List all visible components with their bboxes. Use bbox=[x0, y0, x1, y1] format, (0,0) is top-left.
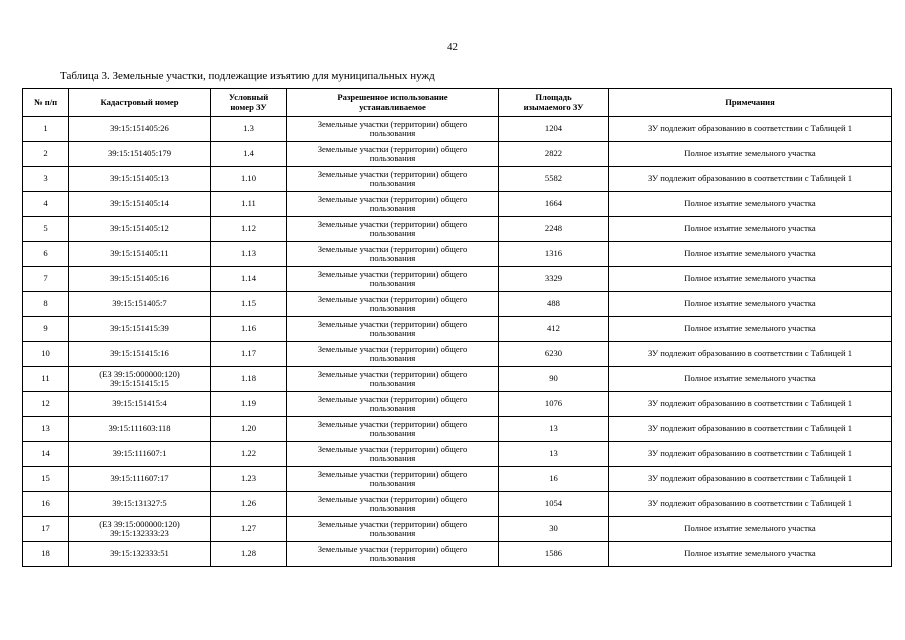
cadastral-number-cell bbox=[69, 117, 211, 142]
cadastral-number-line1: 39:15:151405:7 bbox=[112, 298, 167, 309]
note-cell: ЗУ подлежит образованию в соответствии с Таблицей 1 bbox=[609, 392, 892, 417]
permitted-use-line2: пользования bbox=[369, 553, 416, 563]
conditional-number-cell: 1.4 bbox=[211, 142, 287, 167]
row-number-cell: 3 bbox=[23, 167, 69, 192]
area-cell: 1316 bbox=[499, 242, 609, 267]
permitted-use-cell bbox=[287, 367, 499, 392]
note-cell: Полное изъятие земельного участка bbox=[609, 542, 892, 567]
cadastral-number-line1: 39:15:151405:12 bbox=[110, 223, 169, 234]
cadastral-number-cell bbox=[69, 442, 211, 467]
permitted-use-line2: пользования bbox=[369, 328, 416, 338]
note-cell: Полное изъятие земельного участка bbox=[609, 317, 892, 342]
note-cell: ЗУ подлежит образованию в соответствии с Таблицей 1 bbox=[609, 117, 892, 142]
area-cell: 412 bbox=[499, 317, 609, 342]
permitted-use-line1: Земельные участки (территории) общего bbox=[317, 243, 468, 254]
note-cell: Полное изъятие земельного участка bbox=[609, 267, 892, 292]
permitted-use-cell bbox=[287, 217, 499, 242]
area-cell: 90 bbox=[499, 367, 609, 392]
header-area bbox=[499, 89, 609, 117]
cadastral-number-cell bbox=[69, 467, 211, 492]
permitted-use-line1: Земельные участки (территории) общего bbox=[317, 118, 468, 129]
table-row bbox=[23, 342, 892, 367]
header-use-line2: устанавливаемое bbox=[359, 101, 426, 112]
header-permitted-use bbox=[287, 89, 499, 117]
table-row bbox=[23, 242, 892, 267]
area-cell: 6230 bbox=[499, 342, 609, 367]
permitted-use-cell bbox=[287, 392, 499, 417]
cadastral-number-cell bbox=[69, 292, 211, 317]
row-number-cell: 13 bbox=[23, 417, 69, 442]
conditional-number-cell: 1.17 bbox=[211, 342, 287, 367]
permitted-use-line2: пользования bbox=[369, 453, 416, 463]
cadastral-number-cell bbox=[69, 217, 211, 242]
conditional-number-cell: 1.20 bbox=[211, 417, 287, 442]
permitted-use-cell bbox=[287, 417, 499, 442]
area-cell: 30 bbox=[499, 517, 609, 542]
permitted-use-line1: Земельные участки (территории) общего bbox=[317, 418, 468, 429]
area-cell: 13 bbox=[499, 417, 609, 442]
permitted-use-cell bbox=[287, 517, 499, 542]
conditional-number-cell: 1.27 bbox=[211, 517, 287, 542]
table-body bbox=[23, 117, 892, 567]
permitted-use-cell bbox=[287, 242, 499, 267]
permitted-use-cell bbox=[287, 192, 499, 217]
cadastral-number-cell bbox=[69, 192, 211, 217]
permitted-use-line2: пользования bbox=[369, 428, 416, 438]
cadastral-number-line1: 39:15:151405:13 bbox=[110, 173, 169, 184]
permitted-use-cell bbox=[287, 317, 499, 342]
note-cell: ЗУ подлежит образованию в соответствии с Таблицей 1 bbox=[609, 442, 892, 467]
table-row bbox=[23, 192, 892, 217]
header-number: № п/п bbox=[23, 89, 69, 117]
table-row bbox=[23, 142, 892, 167]
note-cell: Полное изъятие земельного участка bbox=[609, 217, 892, 242]
row-number-cell: 2 bbox=[23, 142, 69, 167]
row-number-cell: 14 bbox=[23, 442, 69, 467]
permitted-use-line1: Земельные участки (территории) общего bbox=[317, 493, 468, 504]
table-row bbox=[23, 442, 892, 467]
table-header-row bbox=[23, 89, 892, 117]
note-cell: ЗУ подлежит образованию в соответствии с Таблицей 1 bbox=[609, 342, 892, 367]
permitted-use-cell bbox=[287, 542, 499, 567]
cadastral-number-line1: 39:15:151405:26 bbox=[110, 123, 169, 134]
permitted-use-line2: пользования bbox=[369, 503, 416, 513]
note-cell: ЗУ подлежит образованию в соответствии с Таблицей 1 bbox=[609, 467, 892, 492]
note-cell: ЗУ подлежит образованию в соответствии с Таблицей 1 bbox=[609, 492, 892, 517]
row-number-cell: 8 bbox=[23, 292, 69, 317]
table-row bbox=[23, 417, 892, 442]
permitted-use-cell bbox=[287, 467, 499, 492]
note-cell: Полное изъятие земельного участка bbox=[609, 517, 892, 542]
cadastral-number-cell bbox=[69, 142, 211, 167]
permitted-use-line1: Земельные участки (территории) общего bbox=[317, 168, 468, 179]
cadastral-number-line1: 39:15:151415:39 bbox=[110, 323, 169, 334]
table-row bbox=[23, 117, 892, 142]
area-cell: 1664 bbox=[499, 192, 609, 217]
row-number-cell: 11 bbox=[23, 367, 69, 392]
row-number-cell: 18 bbox=[23, 542, 69, 567]
table-row bbox=[23, 292, 892, 317]
table-caption: Таблица 3. Земельные участки, подлежащие изъятию для муниципальных нужд bbox=[60, 70, 435, 82]
permitted-use-line1: Земельные участки (территории) общего bbox=[317, 443, 468, 454]
permitted-use-line1: Земельные участки (территории) общего bbox=[317, 393, 468, 404]
permitted-use-line2: пользования bbox=[369, 403, 416, 413]
table-row bbox=[23, 542, 892, 567]
page-number: 42 bbox=[447, 41, 458, 53]
conditional-number-cell: 1.3 bbox=[211, 117, 287, 142]
table-row bbox=[23, 517, 892, 542]
permitted-use-line1: Земельные участки (территории) общего bbox=[317, 143, 468, 154]
table-row bbox=[23, 317, 892, 342]
permitted-use-line2: пользования bbox=[369, 128, 416, 138]
conditional-number-cell: 1.22 bbox=[211, 442, 287, 467]
permitted-use-line1: Земельные участки (территории) общего bbox=[317, 318, 468, 329]
permitted-use-line1: Земельные участки (территории) общего bbox=[317, 543, 468, 554]
cadastral-number-cell bbox=[69, 367, 211, 392]
permitted-use-cell bbox=[287, 142, 499, 167]
area-cell: 1076 bbox=[499, 392, 609, 417]
permitted-use-line2: пользования bbox=[369, 378, 416, 388]
cadastral-number-line1: 39:15:111603:118 bbox=[108, 423, 171, 434]
table-row bbox=[23, 367, 892, 392]
area-cell: 16 bbox=[499, 467, 609, 492]
cadastral-number-line1: 39:15:151405:179 bbox=[107, 148, 172, 159]
header-area-line2: изымаемого ЗУ bbox=[523, 101, 584, 112]
row-number-cell: 7 bbox=[23, 267, 69, 292]
note-cell: Полное изъятие земельного участка bbox=[609, 242, 892, 267]
conditional-number-cell: 1.13 bbox=[211, 242, 287, 267]
header-conditional-line1: Условный bbox=[228, 92, 269, 102]
permitted-use-cell bbox=[287, 292, 499, 317]
row-number-cell: 6 bbox=[23, 242, 69, 267]
table-row bbox=[23, 392, 892, 417]
row-number-cell: 16 bbox=[23, 492, 69, 517]
cadastral-number-line2: 39:15:151415:15 bbox=[110, 378, 169, 388]
conditional-number-cell: 1.18 bbox=[211, 367, 287, 392]
row-number-cell: 5 bbox=[23, 217, 69, 242]
note-cell: ЗУ подлежит образованию в соответствии с Таблицей 1 bbox=[609, 167, 892, 192]
header-notes: Примечания bbox=[609, 89, 892, 117]
header-use-line1: Разрешенное использование bbox=[337, 92, 448, 102]
cadastral-number-line1: 39:15:151415:16 bbox=[110, 348, 169, 359]
area-cell: 1204 bbox=[499, 117, 609, 142]
permitted-use-line2: пользования bbox=[369, 178, 416, 188]
permitted-use-line1: Земельные участки (территории) общего bbox=[317, 468, 468, 479]
permitted-use-line1: Земельные участки (территории) общего bbox=[317, 218, 468, 229]
permitted-use-line2: пользования bbox=[369, 228, 416, 238]
row-number-cell: 9 bbox=[23, 317, 69, 342]
note-cell: Полное изъятие земельного участка bbox=[609, 367, 892, 392]
permitted-use-cell bbox=[287, 267, 499, 292]
cadastral-number-line1: 39:15:111607:17 bbox=[110, 473, 169, 484]
permitted-use-line2: пользования bbox=[369, 353, 416, 363]
cadastral-number-line1: 39:15:111607:1 bbox=[112, 448, 167, 459]
header-conditional-line2: номер ЗУ bbox=[230, 101, 267, 112]
cadastral-number-line1: (ЕЗ 39:15:000000:120) bbox=[99, 518, 180, 529]
header-cadastral-number: Кадастровый номер bbox=[69, 89, 211, 117]
cadastral-number-cell bbox=[69, 492, 211, 517]
permitted-use-line1: Земельные участки (территории) общего bbox=[317, 293, 468, 304]
cadastral-number-cell bbox=[69, 392, 211, 417]
table-row bbox=[23, 467, 892, 492]
conditional-number-cell: 1.12 bbox=[211, 217, 287, 242]
cadastral-number-cell bbox=[69, 517, 211, 542]
row-number-cell: 10 bbox=[23, 342, 69, 367]
area-cell: 1054 bbox=[499, 492, 609, 517]
cadastral-number-line1: 39:15:151405:14 bbox=[110, 198, 169, 209]
table-row bbox=[23, 217, 892, 242]
table-row bbox=[23, 267, 892, 292]
conditional-number-cell: 1.11 bbox=[211, 192, 287, 217]
cadastral-number-cell bbox=[69, 317, 211, 342]
permitted-use-cell bbox=[287, 492, 499, 517]
cadastral-number-line1: 39:15:132333:51 bbox=[110, 548, 169, 559]
permitted-use-line2: пользования bbox=[369, 528, 416, 538]
permitted-use-line2: пользования bbox=[369, 253, 416, 263]
area-cell: 1586 bbox=[499, 542, 609, 567]
permitted-use-cell bbox=[287, 117, 499, 142]
permitted-use-line1: Земельные участки (территории) общего bbox=[317, 368, 468, 379]
area-cell: 13 bbox=[499, 442, 609, 467]
permitted-use-line1: Земельные участки (территории) общего bbox=[317, 343, 468, 354]
permitted-use-line1: Земельные участки (территории) общего bbox=[317, 268, 468, 279]
conditional-number-cell: 1.19 bbox=[211, 392, 287, 417]
conditional-number-cell: 1.23 bbox=[211, 467, 287, 492]
cadastral-number-line1: 39:15:131327:5 bbox=[112, 498, 167, 509]
permitted-use-line1: Земельные участки (территории) общего bbox=[317, 193, 468, 204]
land-plots-table bbox=[22, 88, 892, 567]
permitted-use-line2: пользования bbox=[369, 203, 416, 213]
conditional-number-cell: 1.15 bbox=[211, 292, 287, 317]
row-number-cell: 15 bbox=[23, 467, 69, 492]
cadastral-number-line1: (ЕЗ 39:15:000000:120) bbox=[99, 368, 180, 379]
permitted-use-line2: пользования bbox=[369, 278, 416, 288]
row-number-cell: 4 bbox=[23, 192, 69, 217]
permitted-use-line2: пользования bbox=[369, 478, 416, 488]
header-conditional-number bbox=[211, 89, 287, 117]
area-cell: 3329 bbox=[499, 267, 609, 292]
cadastral-number-cell bbox=[69, 167, 211, 192]
note-cell: Полное изъятие земельного участка bbox=[609, 292, 892, 317]
area-cell: 5582 bbox=[499, 167, 609, 192]
cadastral-number-cell bbox=[69, 342, 211, 367]
table-row bbox=[23, 167, 892, 192]
cadastral-number-cell bbox=[69, 417, 211, 442]
conditional-number-cell: 1.28 bbox=[211, 542, 287, 567]
header-area-line1: Площадь bbox=[535, 92, 572, 102]
note-cell: ЗУ подлежит образованию в соответствии с Таблицей 1 bbox=[609, 417, 892, 442]
row-number-cell: 12 bbox=[23, 392, 69, 417]
cadastral-number-cell bbox=[69, 542, 211, 567]
note-cell: Полное изъятие земельного участка bbox=[609, 142, 892, 167]
permitted-use-cell bbox=[287, 167, 499, 192]
conditional-number-cell: 1.10 bbox=[211, 167, 287, 192]
area-cell: 2248 bbox=[499, 217, 609, 242]
conditional-number-cell: 1.14 bbox=[211, 267, 287, 292]
cadastral-number-line1: 39:15:151415:4 bbox=[112, 398, 167, 409]
cadastral-number-line1: 39:15:151405:16 bbox=[110, 273, 169, 284]
cadastral-number-cell bbox=[69, 267, 211, 292]
cadastral-number-line2: 39:15:132333:23 bbox=[110, 528, 169, 538]
row-number-cell: 1 bbox=[23, 117, 69, 142]
conditional-number-cell: 1.26 bbox=[211, 492, 287, 517]
area-cell: 488 bbox=[499, 292, 609, 317]
permitted-use-line2: пользования bbox=[369, 303, 416, 313]
note-cell: Полное изъятие земельного участка bbox=[609, 192, 892, 217]
cadastral-number-line1: 39:15:151405:11 bbox=[110, 248, 169, 259]
area-cell: 2822 bbox=[499, 142, 609, 167]
permitted-use-cell bbox=[287, 442, 499, 467]
permitted-use-line2: пользования bbox=[369, 153, 416, 163]
row-number-cell: 17 bbox=[23, 517, 69, 542]
permitted-use-cell bbox=[287, 342, 499, 367]
cadastral-number-cell bbox=[69, 242, 211, 267]
conditional-number-cell: 1.16 bbox=[211, 317, 287, 342]
table-row bbox=[23, 492, 892, 517]
permitted-use-line1: Земельные участки (территории) общего bbox=[317, 518, 468, 529]
